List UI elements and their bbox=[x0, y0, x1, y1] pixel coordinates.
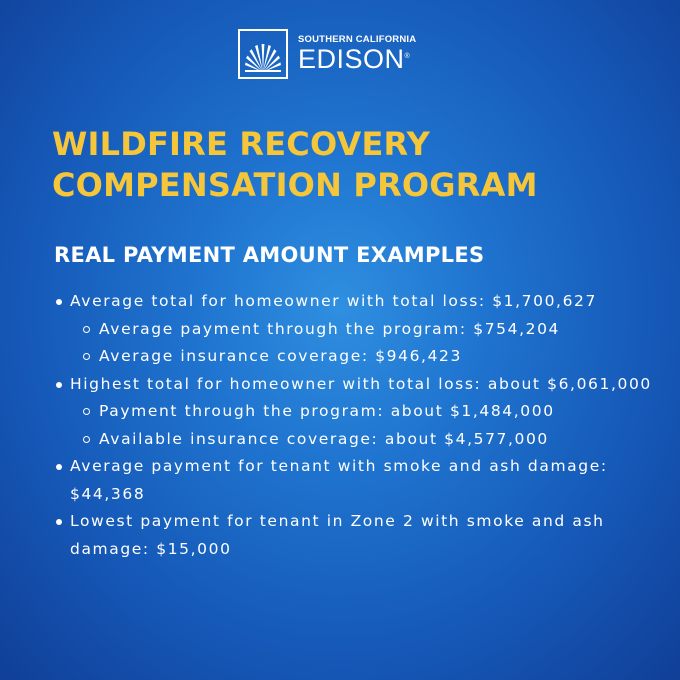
sub-list-item: Average insurance coverage: $946,423 bbox=[54, 343, 654, 371]
registered-mark: ® bbox=[404, 52, 411, 60]
payment-examples-list bbox=[54, 288, 654, 563]
section-heading: REAL PAYMENT AMOUNT EXAMPLES bbox=[54, 243, 485, 267]
list-item: Average total for homeowner with total loss: $1,700,627 bbox=[54, 288, 654, 316]
logo-line-2 bbox=[298, 43, 416, 74]
page-title bbox=[52, 124, 652, 206]
logo-name: EDISON bbox=[298, 43, 405, 74]
title-line-1: WILDFIRE RECOVERY bbox=[52, 125, 430, 163]
list-item: Lowest payment for tenant in Zone 2 with smoke and ash damage: $15,000 bbox=[54, 508, 654, 563]
sub-list-item: Average payment through the program: $754,204 bbox=[54, 316, 654, 344]
title-line-2: COMPENSATION PROGRAM bbox=[52, 166, 538, 204]
sub-list-item: Available insurance coverage: about $4,577,000 bbox=[54, 426, 654, 454]
list-item: Average payment for tenant with smoke and ash damage: $44,368 bbox=[54, 453, 654, 508]
sub-list-item: Payment through the program: about $1,484,000 bbox=[54, 398, 654, 426]
sce-logo bbox=[238, 28, 422, 80]
sunburst-icon bbox=[238, 29, 288, 79]
logo-wordmark bbox=[298, 35, 416, 73]
logo-line-1: SOUTHERN CALIFORNIA bbox=[298, 34, 417, 46]
list-item: Highest total for homeowner with total loss: about $6,061,000 bbox=[54, 371, 654, 399]
